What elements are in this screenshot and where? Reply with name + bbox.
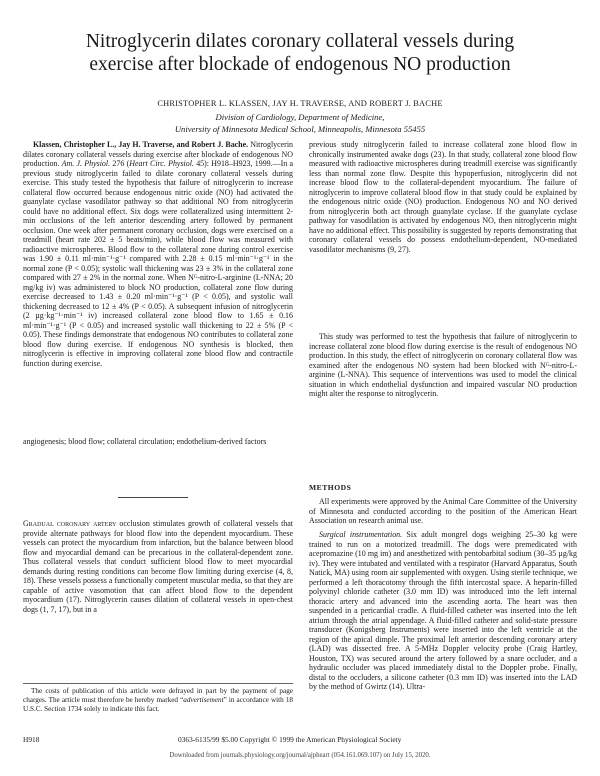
citation-journal-subtitle: Heart Circ. Physiol.	[129, 159, 194, 168]
hypothesis-paragraph	[309, 332, 577, 399]
surgical-instrumentation	[309, 530, 577, 692]
keywords	[23, 437, 293, 447]
footnote-text-2: ” in accordance with 18 U.S.C. Section 1734 solely to indicate this fact.	[23, 696, 294, 713]
citation-pages: 45): H918–H923, 1999.—	[193, 159, 281, 168]
intro-continued	[309, 140, 577, 254]
affiliation-line-1: Division of Cardiology, Department of Medicine,	[215, 112, 385, 122]
citation-journal: Am. J. Physiol.	[61, 159, 111, 168]
page-number: H918	[23, 735, 40, 744]
footnote-advertisement: advertisement	[183, 696, 224, 704]
introduction	[23, 519, 293, 614]
article-title	[40, 30, 560, 76]
keyword-list: angiogenesis; blood flow; collateral circulation; endothelium-derived factors	[23, 437, 267, 446]
methods-paragraph-2: Six adult mongrel dogs weighing 25–30 kg were trained to run on a motorized treadmill. The dogs were premedicated with acepromazine (10 mg im) and anesthetized with pentobarbital sodium (30–35 µg/kg iv). They were intubated and ventilated with a respirator (Harvard Apparatus, South Natick, MA) using room air supplemented with oxygen. Using sterile technique, we performed a left thoracotomy through the fifth intercostal space. A heparin-filled polyvinyl chloride catheter (3.0 mm ID) was introduced into the left internal thoracic artery and advanced into the ascending aorta. The heart was then suspended in a pericardial cradle. A fluid-filled catheter was inserted into the left atrium through the atrial appendage. A fluid-filled catheter and solid-state pressure transducer (Konigsberg Instruments) were inserted into the left ventricle at the region of the apical dimple. The proximal left anterior descending coronary artery (LAD) was dissected free. A 5-MHz Doppler velocity probe (Craig Hartley, Houston, TX) was secured around the artery followed by a snare occluder, and a hydraulic occluder was placed immediately distal to the Doppler probe. Finally, distal to the occluders, a silicone catheter (0.3 mm ID) was inserted into the LAD by the method of Gwirtz (14). Ultra-	[309, 530, 577, 691]
publication-cost-footnote	[23, 687, 293, 714]
affiliation-line-2: University of Minnesota Medical School, Minneapolis, Minnesota 55455	[174, 124, 426, 134]
citation-volume: 276 (	[110, 159, 130, 168]
methods-paragraph-1: All experiments were approved by the Animal Care Committee of the University of Minnesota and conducted according to the position of the American Heart Association on research animal use.	[309, 497, 577, 525]
author-list: CHRISTOPHER L. KLASSEN, JAY H. TRAVERSE, AND ROBERT J. BACHE	[157, 99, 443, 108]
citation-title: Nitroglycerin dilates coronary collateral vessels during exercise after blockade of endogenous NO production.	[23, 140, 293, 168]
intro-paragraph-3: This study was performed to test the hypothesis that failure of nitroglycerin to increase collateral zone blood flow during exercise is the result of endogenous NO production. In this study, the effect of nitroglycerin on coronary collateral flow was examined after the endogenous NO system had been blocked with Nᴳ-nitro-L-arginine (L-NNA). This sequence of interventions was used to model the clinical situation in which endothelial dysfunction and impaired vascular NO production might alter the response to nitroglycerin.	[309, 332, 577, 398]
methods-approval	[309, 497, 577, 526]
subsection-heading: Surgical instrumentation.	[319, 530, 403, 539]
abstract	[23, 140, 293, 368]
abstract-body: In a previous study nitroglycerin failed to dilate coronary collateral vessels during exercise. This study tested the hypothesis that failure of nitroglycerin to increase collateral flow occurred because endogenous nitric oxide (NO) had activated the guanylate cyclase vasodilator pathway so that additional NO from nitroglycerin could have no additional effect. Six dogs were collateralized using intermittent 2-min occlusions of the left anterior descending artery followed by permanent occlusion. One week after permanent coronary occlusion, dogs were exercised on a treadmill (heart rate 202 ± 5 beats/min), while blood flow was measured with radioactive microspheres. Blood flow to the collateral zone during control exercise was 1.90 ± 0.11 ml·min⁻¹·g⁻¹ compared with 2.28 ± 0.15 ml·min⁻¹·g⁻¹ in the normal zone (P < 0.05); systolic wall thickening was 23 ± 3% in the collateral zone compared with 27 ± 2% in the normal zone. When Nᴳ-nitro-L-arginine (L-NNA; 20 mg/kg iv) was administered to block NO production, collateral zone flow during exercise decreased to 1.43 ± 0.20 ml·min⁻¹·g⁻¹ (P < 0.05), and systolic wall thickening decreased to 12 ± 4% (P < 0.05). A subsequent infusion of nitroglycerin (2 µg·kg⁻¹·min⁻¹ iv) increased collateral zone blood flow to 1.65 ± 0.16 ml·min⁻¹·g⁻¹ (P < 0.05) and increased systolic wall thickening to 22 ± 5% (P < 0.05). These findings demonstrate that endogenous NO contributes to collateral zone blood flow during exercise. If endogenous NO synthesis is blocked, then nitroglycerin is effective in improving collateral zone blood flow and contractile function during exercise.	[23, 159, 293, 368]
intro-lead-in: Gradual coronary artery	[23, 519, 117, 528]
footnote-text-1: The costs of publication of this article were defrayed in part by the payment of page charges. The article must therefore be hereby marked “	[23, 687, 293, 704]
section-divider	[118, 497, 188, 498]
citation-authors: Klassen, Christopher L., Jay H. Traverse, and Robert J. Bache.	[33, 140, 249, 149]
copyright-line: 0363-6135/99 $5.00 Copyright © 1999 the American Physiological Society	[178, 735, 402, 744]
methods-heading: METHODS	[309, 483, 352, 492]
footnote-rule	[23, 683, 293, 684]
title-line-1: Nitroglycerin dilates coronary collateral vessels during	[85, 31, 515, 52]
download-notice: Downloaded from journals.physiology.org/journal/ajpheart (054.161.069.107) on July 15, 2020.	[169, 752, 431, 759]
title-line-2: exercise after blockade of endogenous NO production	[89, 54, 511, 75]
intro-body: occlusion stimulates growth of collateral vessels that provide alternate pathways for blood flow into the dependent myocardium. These vessels can protect the myocardium from infarction, but the balance between blood flow and myocardial demand can be precarious in the collateral-dependent zone. Thus collateral vessels that conduct sufficient blood flow to meet myocardial demands during resting conditions can become flow limiting during exercise (4, 8, 18). These vessels possess a functionally competent muscular media, so that they are capable of active vasomotion that can affect blood flow to the dependent myocardium (17). Nitroglycerin causes dilation of collateral vessels in open-chest dogs (1, 7, 17), but in a	[23, 519, 294, 614]
intro-paragraph-2: previous study nitroglycerin failed to increase collateral zone blood flow in chronically instrumented awake dogs (23). In that study, collateral zone blood flow measured with radioactive microspheres during treadmill exercise was significantly less than normal zone flow. Despite this hypoperfusion, nitroglycerin did not increase blood flow to the collateral-dependent myocardium. The failure of nitroglycerin to improve collateral blood flow in that study could be explained by the endogenous nitric oxide (NO) production. Endogenous NO and NO derived from nitroglycerin both act through guanylate cyclase. If the guanylate cyclase pathway for vasodilation is activated by endogenous NO, then nitroglycerin might have no additional effect. This possibility is suggested by reports demonstrating that coronary collateral vessels do possess endothelium-dependent, NO-mediated vasodilator mechanisms (9, 27).	[309, 140, 577, 254]
